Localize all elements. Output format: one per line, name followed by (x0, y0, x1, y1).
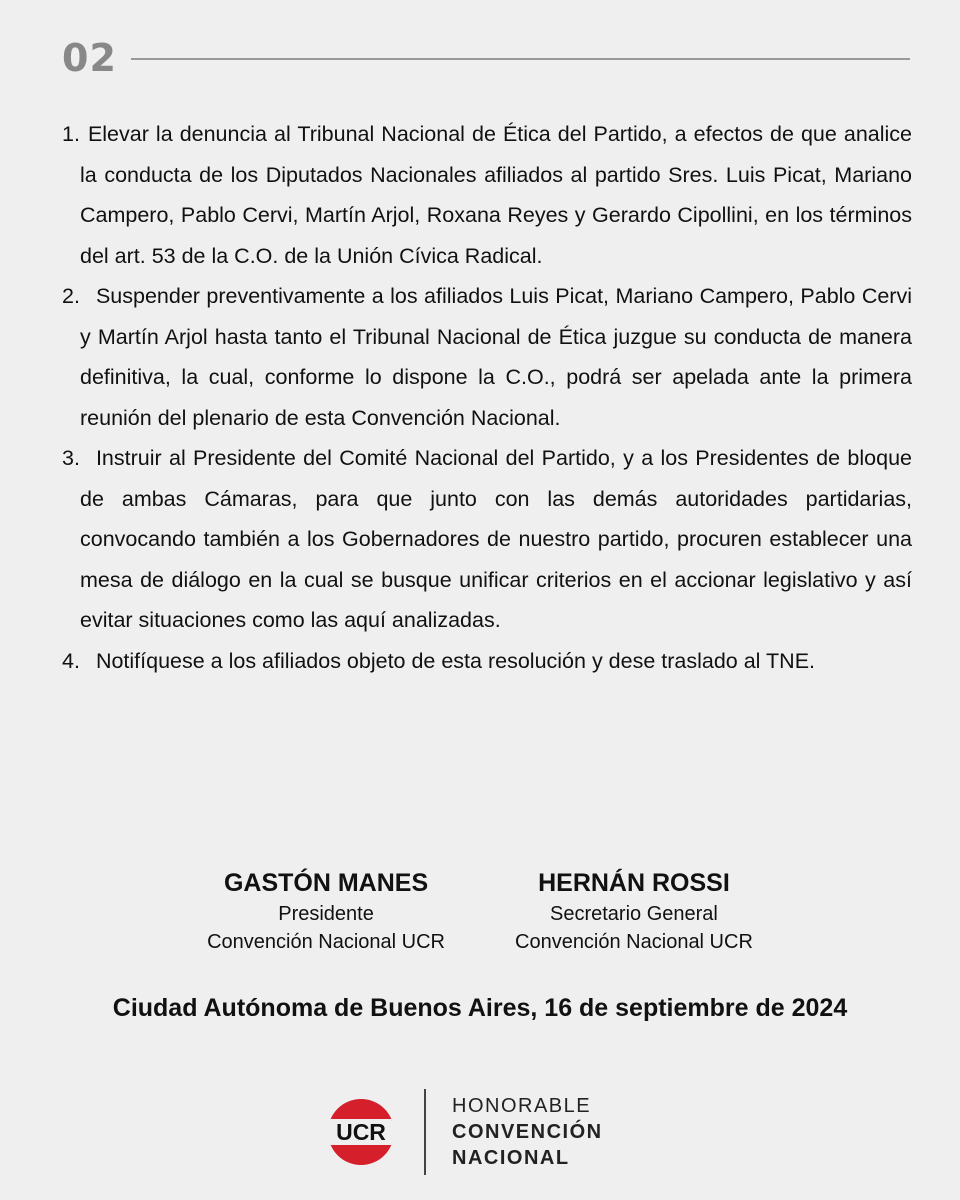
signer-name: HERNÁN ROSSI (538, 869, 730, 897)
signer-role: Secretario General (550, 903, 718, 925)
signatures (0, 866, 960, 956)
footer-brand (328, 1086, 603, 1178)
place-and-date: Ciudad Autónoma de Buenos Aires, 16 de septiembre de 2024 (112, 994, 848, 1022)
footer-line-2: CONVENCIÓN (452, 1121, 603, 1143)
footer-line-1: HONORABLE (452, 1095, 592, 1117)
item-number: 1. (62, 122, 80, 146)
footer-title (452, 1093, 603, 1171)
item-text: Suspender preventivamente a los afiliados Luis Picat, Mariano Campero, Pablo Cervi y Martín Arjol hasta tanto el Tribunal Nacional de Ética juzgue su conducta de manera definitiva, la cual, conforme lo dispone la C.O., podrá ser apelada ante la primera reunión del plenario de esta Convención Nacional. (80, 284, 912, 430)
signer-org: Convención Nacional UCR (515, 931, 753, 953)
list-item (62, 276, 912, 438)
logo-red-band-bottom (328, 1143, 394, 1165)
signer-secretary (515, 866, 753, 956)
list-item (62, 114, 912, 276)
header-divider (131, 58, 910, 60)
signer-role: Presidente (278, 903, 374, 925)
resolution-list (62, 114, 912, 681)
footer-line-3: NACIONAL (452, 1147, 570, 1169)
list-item (62, 438, 912, 641)
footer-divider (424, 1089, 426, 1175)
item-number: 2. (62, 284, 80, 308)
item-text: Notifíquese a los afiliados objeto de esta resolución y dese traslado al TNE. (95, 648, 816, 673)
list-item (62, 641, 912, 682)
item-text: Elevar la denuncia al Tribunal Nacional de Ética del Partido, a efectos de que analice la conducta de los Diputados Nacionales afiliados al partido Sres. Luis Picat, Mariano Campero, Pablo Cervi, Martín Arjol, Roxana Reyes y Gerardo Cipollini, en los términos del art. 53 de la C.O. de la Unión Cívica Radical. (80, 122, 912, 268)
logo-text: UCR (328, 1119, 394, 1145)
page-number: 02 (62, 36, 117, 80)
logo-red-band-top (328, 1099, 394, 1121)
signer-name: GASTÓN MANES (223, 869, 429, 897)
signer-president (207, 866, 445, 956)
item-number: 4. (62, 648, 80, 673)
page-header (62, 36, 910, 80)
item-text: Instruir al Presidente del Comité Nacional del Partido, y a los Presidentes de bloque de ambas Cámaras, para que junto con las demás autoridades partidarias, convocando también a los Gobernadores de nuestro partido, procuren establecer una mesa de diálogo en la cual se busque unificar criterios en el accionar legislativo y así evitar situaciones como las aquí analizadas. (80, 446, 912, 632)
ucr-logo-icon (328, 1099, 394, 1165)
item-number: 3. (62, 446, 80, 470)
signer-org: Convención Nacional UCR (207, 931, 445, 953)
